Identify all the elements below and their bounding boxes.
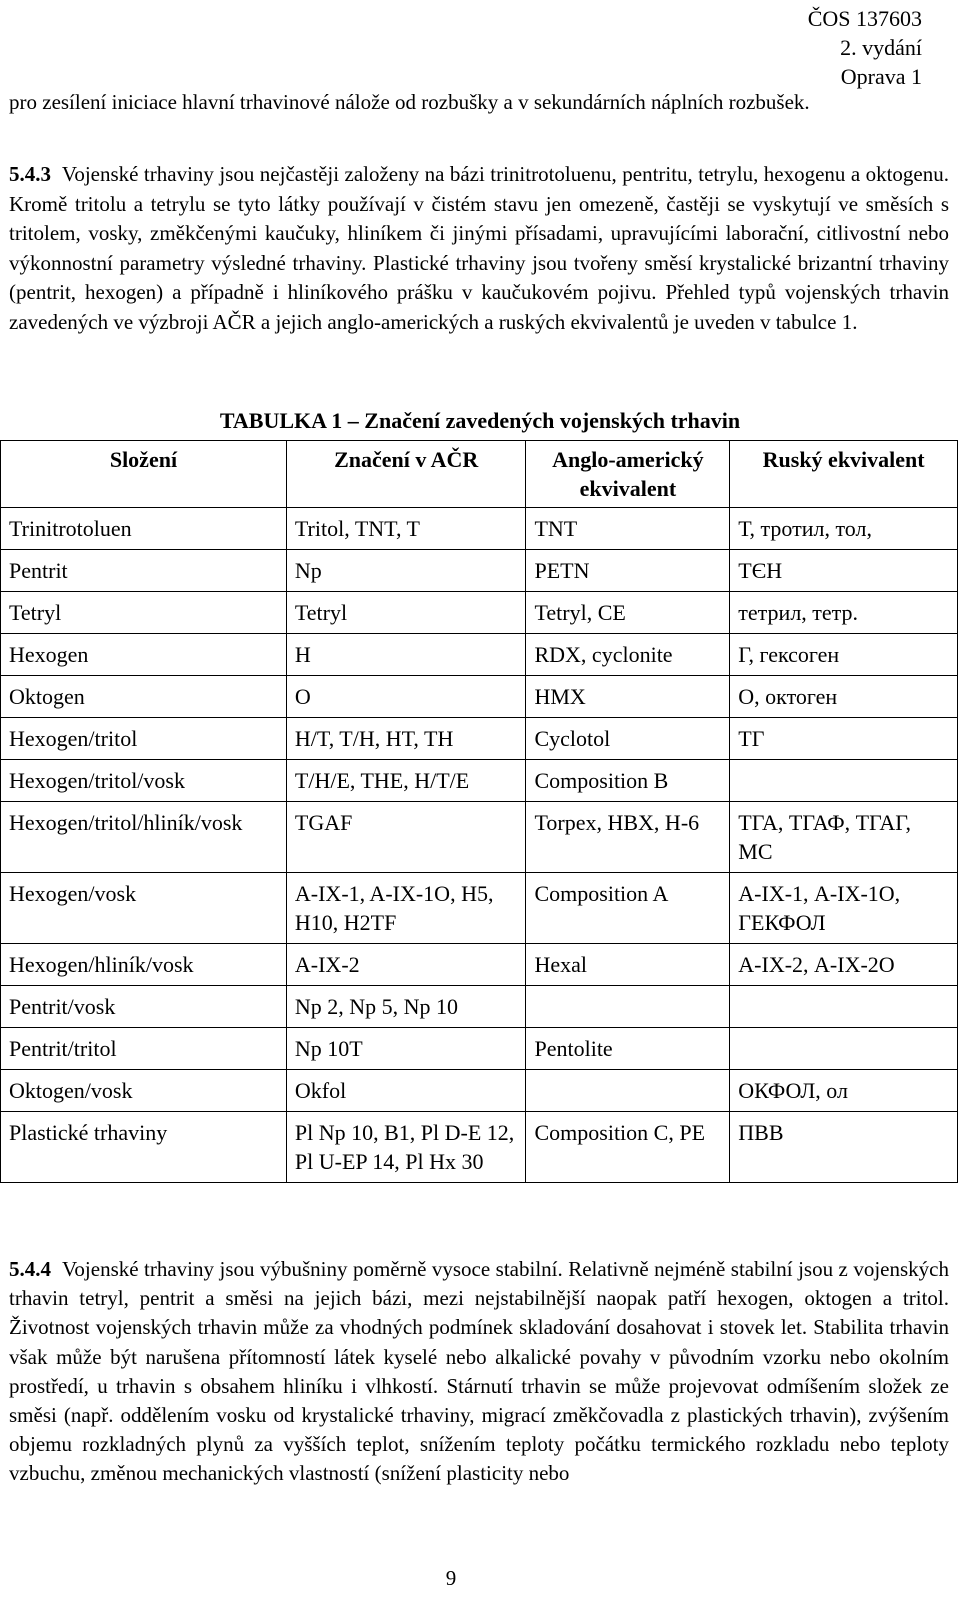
table-cell [730, 760, 958, 802]
table-cell: Np 2, Np 5, Np 10 [286, 986, 526, 1028]
table-row [1, 1070, 958, 1112]
table-cell: Np [286, 550, 526, 592]
table-cell: Pentolite [526, 1028, 730, 1070]
table-row [1, 718, 958, 760]
table-cell [526, 1070, 730, 1112]
table-cell: ТГ [730, 718, 958, 760]
table-cell: TGAF [286, 802, 526, 873]
explosives-table [0, 440, 958, 1183]
table-row [1, 802, 958, 873]
table-cell: A-IX-1, A-IX-1O, H5, H10, H2TF [286, 873, 526, 944]
table-cell: Tetryl [1, 592, 287, 634]
table-cell: Hexogen [1, 634, 287, 676]
table-cell: Hexogen/tritol/vosk [1, 760, 287, 802]
table-cell: Hexogen/tritol [1, 718, 287, 760]
table-cell: О, октоген [730, 676, 958, 718]
paragraph-intro: pro zesílení iniciace hlavní trhavinové nálože od rozbušky a v sekundárních náplních rozbušek. [9, 90, 810, 114]
table-cell: Oktogen/vosk [1, 1070, 287, 1112]
table-header-row [1, 441, 958, 508]
table-cell: H/T, T/H, HT, TH [286, 718, 526, 760]
amendment: Oprava 1 [840, 64, 922, 89]
paragraph-5-4-4 [9, 1255, 949, 1489]
table-cell: Hexogen/hliník/vosk [1, 944, 287, 986]
table-cell: Pentrit/tritol [1, 1028, 287, 1070]
table-cell: Hexogen/vosk [1, 873, 287, 944]
column-header: Značení v AČR [286, 441, 526, 508]
table-cell: T/H/E, THE, H/T/E [286, 760, 526, 802]
table-row [1, 592, 958, 634]
table-row [1, 760, 958, 802]
page-number: 9 [445, 1566, 457, 1590]
table-cell: Pl Np 10, B1, Pl D-E 12, Pl U-EP 14, Pl Hx 30 [286, 1112, 526, 1183]
table-cell: TNT [526, 508, 730, 550]
table-cell [730, 986, 958, 1028]
table-cell: PETN [526, 550, 730, 592]
table-cell [526, 986, 730, 1028]
table-cell: Tetryl [286, 592, 526, 634]
table-row [1, 550, 958, 592]
table-cell: А-IX-2, А-IX-2О [730, 944, 958, 986]
table-cell: ПВВ [730, 1112, 958, 1183]
table-cell: Trinitrotoluen [1, 508, 287, 550]
table-row [1, 676, 958, 718]
table-cell: Г, гексоген [730, 634, 958, 676]
table-row [1, 873, 958, 944]
table-cell: Hexogen/tritol/hliník/vosk [1, 802, 287, 873]
table-cell: Np 10T [286, 1028, 526, 1070]
table-cell: Cyclotol [526, 718, 730, 760]
table-cell: ОКФОЛ, ол [730, 1070, 958, 1112]
document-id: ČOS 137603 [807, 6, 922, 31]
table-cell: тетрил, тетр. [730, 592, 958, 634]
table-cell: H [286, 634, 526, 676]
table-cell: Okfol [286, 1070, 526, 1112]
table-cell: А-IX-1, А-IX-1О, ГЕКФОЛ [730, 873, 958, 944]
table-cell: ТГА, ТГАФ, ТГАГ, МС [730, 802, 958, 873]
table-cell [730, 1028, 958, 1070]
table-cell: Oktogen [1, 676, 287, 718]
table-row [1, 508, 958, 550]
table-cell: Т, тротил, тол, [730, 508, 958, 550]
table-cell: Hexal [526, 944, 730, 986]
table-row [1, 1028, 958, 1070]
table-cell: Tritol, TNT, T [286, 508, 526, 550]
paragraph-text: Vojenské trhaviny jsou nejčastěji založeny na bázi trinitrotoluenu, pentritu, tetrylu, hexogenu a oktogenu. Kromě tritolu a tetrylu se tyto látky používají v čistém stavu jen omezeně, častěji se vyskytují ve směsích s tritolem, vosky, změkčenými kaučuky, hliníkem či jinými přísadami, upravujícími laborační, citlivostní nebo výkonnostní parametry výsledné trhaviny. Plastické trhaviny jsou tvořeny směsí krystalické brizantní trhaviny (pentrit, hexogen) a případně i hliníkového prášku v kaučukovém pojivu. Přehled typů vojenských trhavin zavedených ve výzbroji AČR a jejich anglo-amerických a ruských ekvivalentů je uveden v tabulce 1. [9, 162, 949, 334]
table-cell: Tetryl, CE [526, 592, 730, 634]
table-cell: ТЄН [730, 550, 958, 592]
paragraph-5-4-3 [9, 160, 949, 337]
table-cell: O [286, 676, 526, 718]
column-header: Ruský ekvivalent [730, 441, 958, 508]
table-cell: Composition B [526, 760, 730, 802]
edition: 2. vydání [840, 35, 922, 60]
table-row [1, 634, 958, 676]
table-body [1, 508, 958, 1183]
table-cell: HMX [526, 676, 730, 718]
section-number: 5.4.4 [9, 1257, 51, 1281]
table-cell: A-IX-2 [286, 944, 526, 986]
column-header: Anglo-americký ekvivalent [526, 441, 730, 508]
table-row [1, 1112, 958, 1183]
table-row [1, 944, 958, 986]
section-number: 5.4.3 [9, 162, 51, 186]
column-header: Složení [1, 441, 287, 508]
table-cell: RDX, cyclonite [526, 634, 730, 676]
table-cell: Composition C, PE [526, 1112, 730, 1183]
table-cell: Pentrit [1, 550, 287, 592]
table-cell: Plastické trhaviny [1, 1112, 287, 1183]
table-title: TABULKA 1 – Značení zavedených vojenských trhavin [219, 408, 741, 433]
table-cell: Composition A [526, 873, 730, 944]
table-cell: Torpex, HBX, H-6 [526, 802, 730, 873]
table-cell: Pentrit/vosk [1, 986, 287, 1028]
table-row [1, 986, 958, 1028]
paragraph-text: Vojenské trhaviny jsou výbušniny poměrně vysoce stabilní. Relativně nejméně stabilní jsou z vojenských trhavin tetryl, pentrit a směsi na jejich bázi, mezi nejstabilnější naopak patří hexogen, oktogen a tritol. Životnost vojenských trhavin může za vhodných podmínek skladování dosahovat i stovek let. Stabilita trhavin však může být narušena přítomností látek kyselé nebo alkalické povahy v původním vzorku nebo okolním prostředí, u trhavin s obsahem hliníku i vlhkostí. Stárnutí trhavin se může projevovat odmíšením složek ze směsi (např. oddělením vosku od krystalické trhaviny, migrací změkčovadla z plastických trhavin), zvýšením objemu rozkladných plynů za vyšších teplot, snížením teploty počátku termického rozkladu nebo teploty vzbuchu, změnou mechanických vlastností (snížení plasticity nebo [9, 1257, 949, 1486]
document-header [808, 4, 922, 91]
